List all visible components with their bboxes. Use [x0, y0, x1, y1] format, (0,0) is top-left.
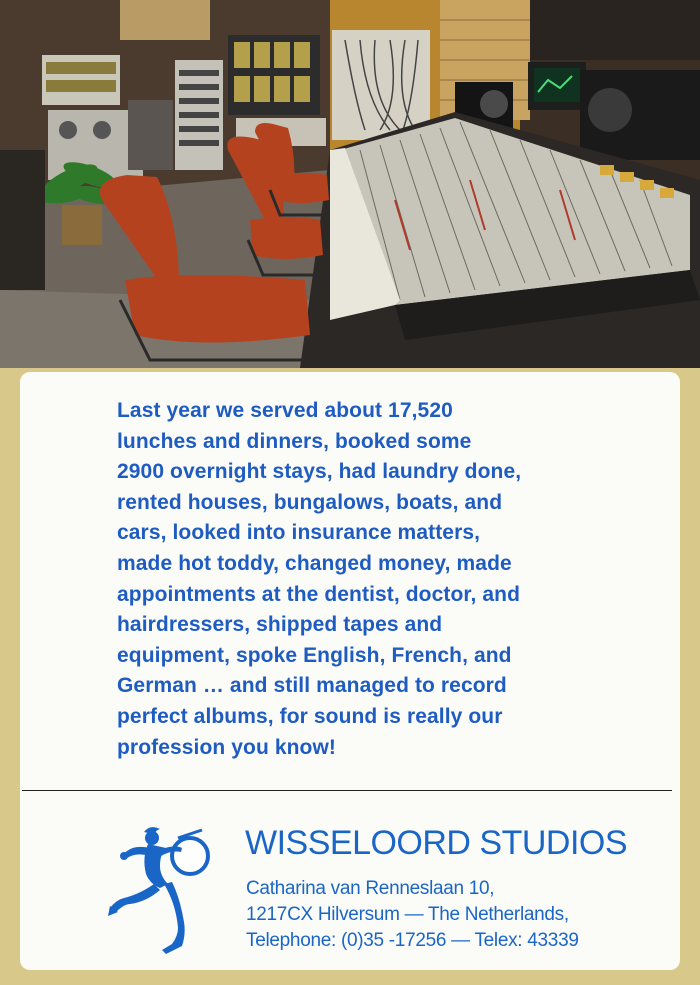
divider-line [22, 790, 672, 791]
body-line: rented houses, bungalows, boats, and [117, 490, 503, 514]
address-city: 1217CX Hilversum — The Netherlands, [246, 904, 569, 925]
body-line: appointments at the dentist, doctor, and [117, 582, 521, 606]
body-line: cars, looked into insurance matters, [117, 521, 481, 545]
studio-photo-illustration [0, 0, 700, 368]
body-line: made hot toddy, changed money, made [117, 551, 512, 575]
drummer-figure-logo-icon [108, 824, 223, 956]
body-line: German … and still managed to record [117, 674, 507, 698]
body-line: Last year we served about 17,520 [117, 399, 453, 422]
body-line: lunches and dinners, booked some [117, 429, 472, 453]
studio-photo [0, 0, 700, 368]
body-line: hairdressers, shipped tapes and [117, 613, 443, 637]
contact-phone-telex: Telephone: (0)35 -17256 — Telex: 43339 [246, 930, 579, 951]
text-card [20, 372, 680, 970]
body-line: 2900 overnight stays, had laundry done, [117, 460, 522, 484]
body-paragraph [117, 396, 617, 763]
body-line: equipment, spoke English, French, and [117, 643, 512, 667]
address-street: Catharina van Renneslaan 10, [246, 878, 495, 899]
body-line: profession you know! [117, 735, 337, 759]
studio-name: WISSELOORD STUDIOS [245, 824, 628, 862]
body-line: perfect albums, for sound is really our [117, 704, 503, 728]
